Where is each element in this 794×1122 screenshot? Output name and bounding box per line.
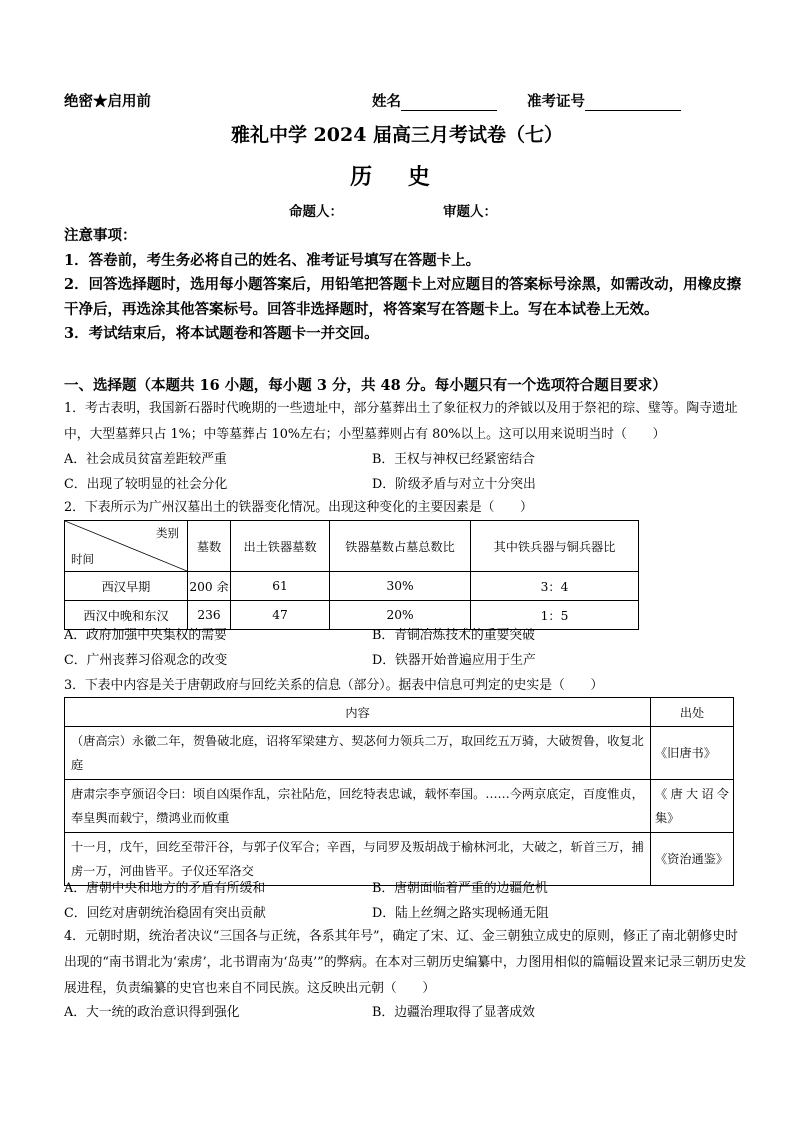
option-d[interactable]: D．阶级矛盾与对立十分突出 [372, 477, 536, 492]
table-cell: 61 [231, 572, 330, 601]
option-b[interactable]: B．唐朝面临着严重的边疆危机 [372, 881, 548, 896]
section-heading: 一、选择题（本题共 16 小题，每小题 3 分，共 48 分。每小题只有一个选项符合题目要求） [64, 377, 667, 394]
table-cell: 十一月，戊午，回纥至带汗谷，与郭子仪军合；辛酉，与同罗及叛胡战于榆林河北，大破之，斩首三万，捕虏一万，河曲皆平。子仪还军洛交 [65, 833, 651, 886]
notes-heading: 注意事项： [64, 227, 137, 244]
table-corner-cell [65, 521, 188, 572]
table-header-cell: 内容 [65, 698, 651, 727]
question-4-options [64, 1000, 744, 1025]
corner-bottom-label: 时间 [71, 552, 94, 566]
name-field [372, 90, 497, 111]
option-a[interactable]: A．唐朝中央和地方的矛盾有所缓和 [64, 881, 266, 896]
table-cell: 西汉早期 [65, 572, 188, 601]
note-item: 3．考试结束后，将本试题卷和答题卡一并交回。 [64, 325, 379, 342]
question-stem: 3．下表中内容是关于唐朝政府与回纥关系的信息（部分）。据表中信息可判定的史实是（ ） [64, 678, 604, 693]
option-b[interactable]: B．青铜冶炼技术的重要突破 [372, 628, 535, 643]
question-stem: 2．下表所示为广州汉墓出土的铁器变化情况。出现这种变化的主要因素是（ ） [64, 500, 533, 515]
iron-ware-table [64, 520, 639, 630]
option-c[interactable]: C．广州丧葬习俗观念的改变 [64, 653, 228, 668]
table-cell: 1：5 [471, 601, 639, 630]
option-c[interactable]: C．回纥对唐朝统治稳固有突出贡献 [64, 906, 266, 921]
option-a[interactable]: A．大一统的政治意识得到强化 [64, 1005, 240, 1020]
table-cell: 《旧唐书》 [651, 727, 734, 780]
table-cell: 西汉中晚和东汉 [65, 601, 188, 630]
table-header-row [65, 521, 639, 572]
exam-id-label: 准考证号 [527, 93, 585, 110]
exam-id-field [527, 90, 681, 111]
option-b[interactable]: B．王权与神权已经紧密结合 [372, 452, 535, 467]
option-d[interactable]: D．陆上丝绸之路实现畅通无阻 [372, 906, 549, 921]
table-cell: 3：4 [471, 572, 639, 601]
table-cell: （唐高宗）永徽二年，贺鲁破北庭，诏将军梁建方、契苾何力领兵二万，取回纥五万骑，大破贺鲁，收复北庭 [65, 727, 651, 780]
question-2 [64, 495, 748, 521]
note-item: 1．答卷前，考生务必将自己的姓名、准考证号填写在答题卡上。 [64, 251, 481, 269]
setter-label: 命题人： [289, 204, 343, 220]
name-blank [401, 96, 497, 111]
table-header-cell: 出土铁器墓数 [231, 521, 330, 572]
question-1-options [64, 447, 744, 497]
question-stem: 1．考古表明，我国新石器时代晚期的一些遗址中，部分墓葬出土了象征权力的斧钺以及用于祭祀的琮、璧等。陶寺遗址中，大型墓葬只占 1%；中等墓葬占 10%左右；小型墓葬则占有 80%以上。这可以用来说明当时（ ） [64, 401, 738, 442]
subject-title: 历 史 [350, 164, 444, 190]
table-cell: 30% [330, 572, 471, 601]
table-cell: 47 [231, 601, 330, 630]
question-1 [64, 396, 748, 448]
question-2-options [64, 623, 744, 673]
notes-block [64, 224, 744, 347]
table-cell: 236 [188, 601, 231, 630]
exam-id-blank [585, 96, 681, 111]
corner-top-label: 类别 [156, 526, 179, 540]
table-cell: 唐肃宗李亨颁诏令曰：顷自凶渠作乱，宗社阽危，回纥特表忠诚，载怀奉国。……今两京底定，百度惟贞，奉皇舆而载宁，缵鸿业而攸重 [65, 780, 651, 833]
table-header-cell: 铁器墓数占墓总数比 [330, 521, 471, 572]
option-a[interactable]: A．社会成员贫富差距较严重 [64, 452, 227, 467]
table-cell: 《唐大诏令集》 [651, 780, 734, 833]
table-cell: 20% [330, 601, 471, 630]
table-cell: 《资治通鉴》 [651, 833, 734, 886]
exam-title: 雅礼中学 2024 届高三月考试卷（七） [230, 124, 564, 146]
question-stem: 4．元朝时期，统治者决议“三国各与正统，各系其年号”，确定了宋、辽、金三朝独立成史的原则，修正了南北朝修史时出现的“南书谓北为‘索虏’，北书谓南为‘岛夷’”的弊病。在本对三朝历史编纂中，力图用相似的篇幅设置来记录三朝历史发展进程，负责编纂的史官也来自不同民族。这反映出元朝（ ） [64, 929, 746, 996]
table-row [65, 727, 734, 780]
option-a[interactable]: A．政府加强中央集权的需要 [64, 628, 227, 643]
question-4 [64, 924, 748, 1002]
question-3-options [64, 876, 744, 926]
table-row [65, 572, 639, 601]
option-b[interactable]: B．边疆治理取得了显著成效 [372, 1005, 535, 1020]
name-label: 姓名 [372, 93, 401, 110]
secret-label: 绝密★启用前 [64, 93, 151, 110]
table-header-row [65, 698, 734, 727]
table-header-cell: 其中铁兵器与铜兵器比 [471, 521, 639, 572]
option-d[interactable]: D．铁器开始普遍应用于生产 [372, 653, 536, 668]
table-row [65, 780, 734, 833]
question-3 [64, 673, 748, 699]
option-c[interactable]: C．出现了较明显的社会分化 [64, 477, 228, 492]
table-header-cell: 出处 [651, 698, 734, 727]
table-header-cell: 墓数 [188, 521, 231, 572]
note-item: 2．回答选择题时，选用每小题答案后，用铅笔把答题卡上对应题目的答案标号涂黑，如需改动，用橡皮擦干净后，再选涂其他答案标号。回答非选择题时，将答案写在答题卡上。写在本试卷上无效。 [64, 276, 742, 318]
reviewer-label: 审题人： [443, 204, 497, 220]
tang-uighur-table [64, 697, 734, 886]
table-cell: 200 余 [188, 572, 231, 601]
